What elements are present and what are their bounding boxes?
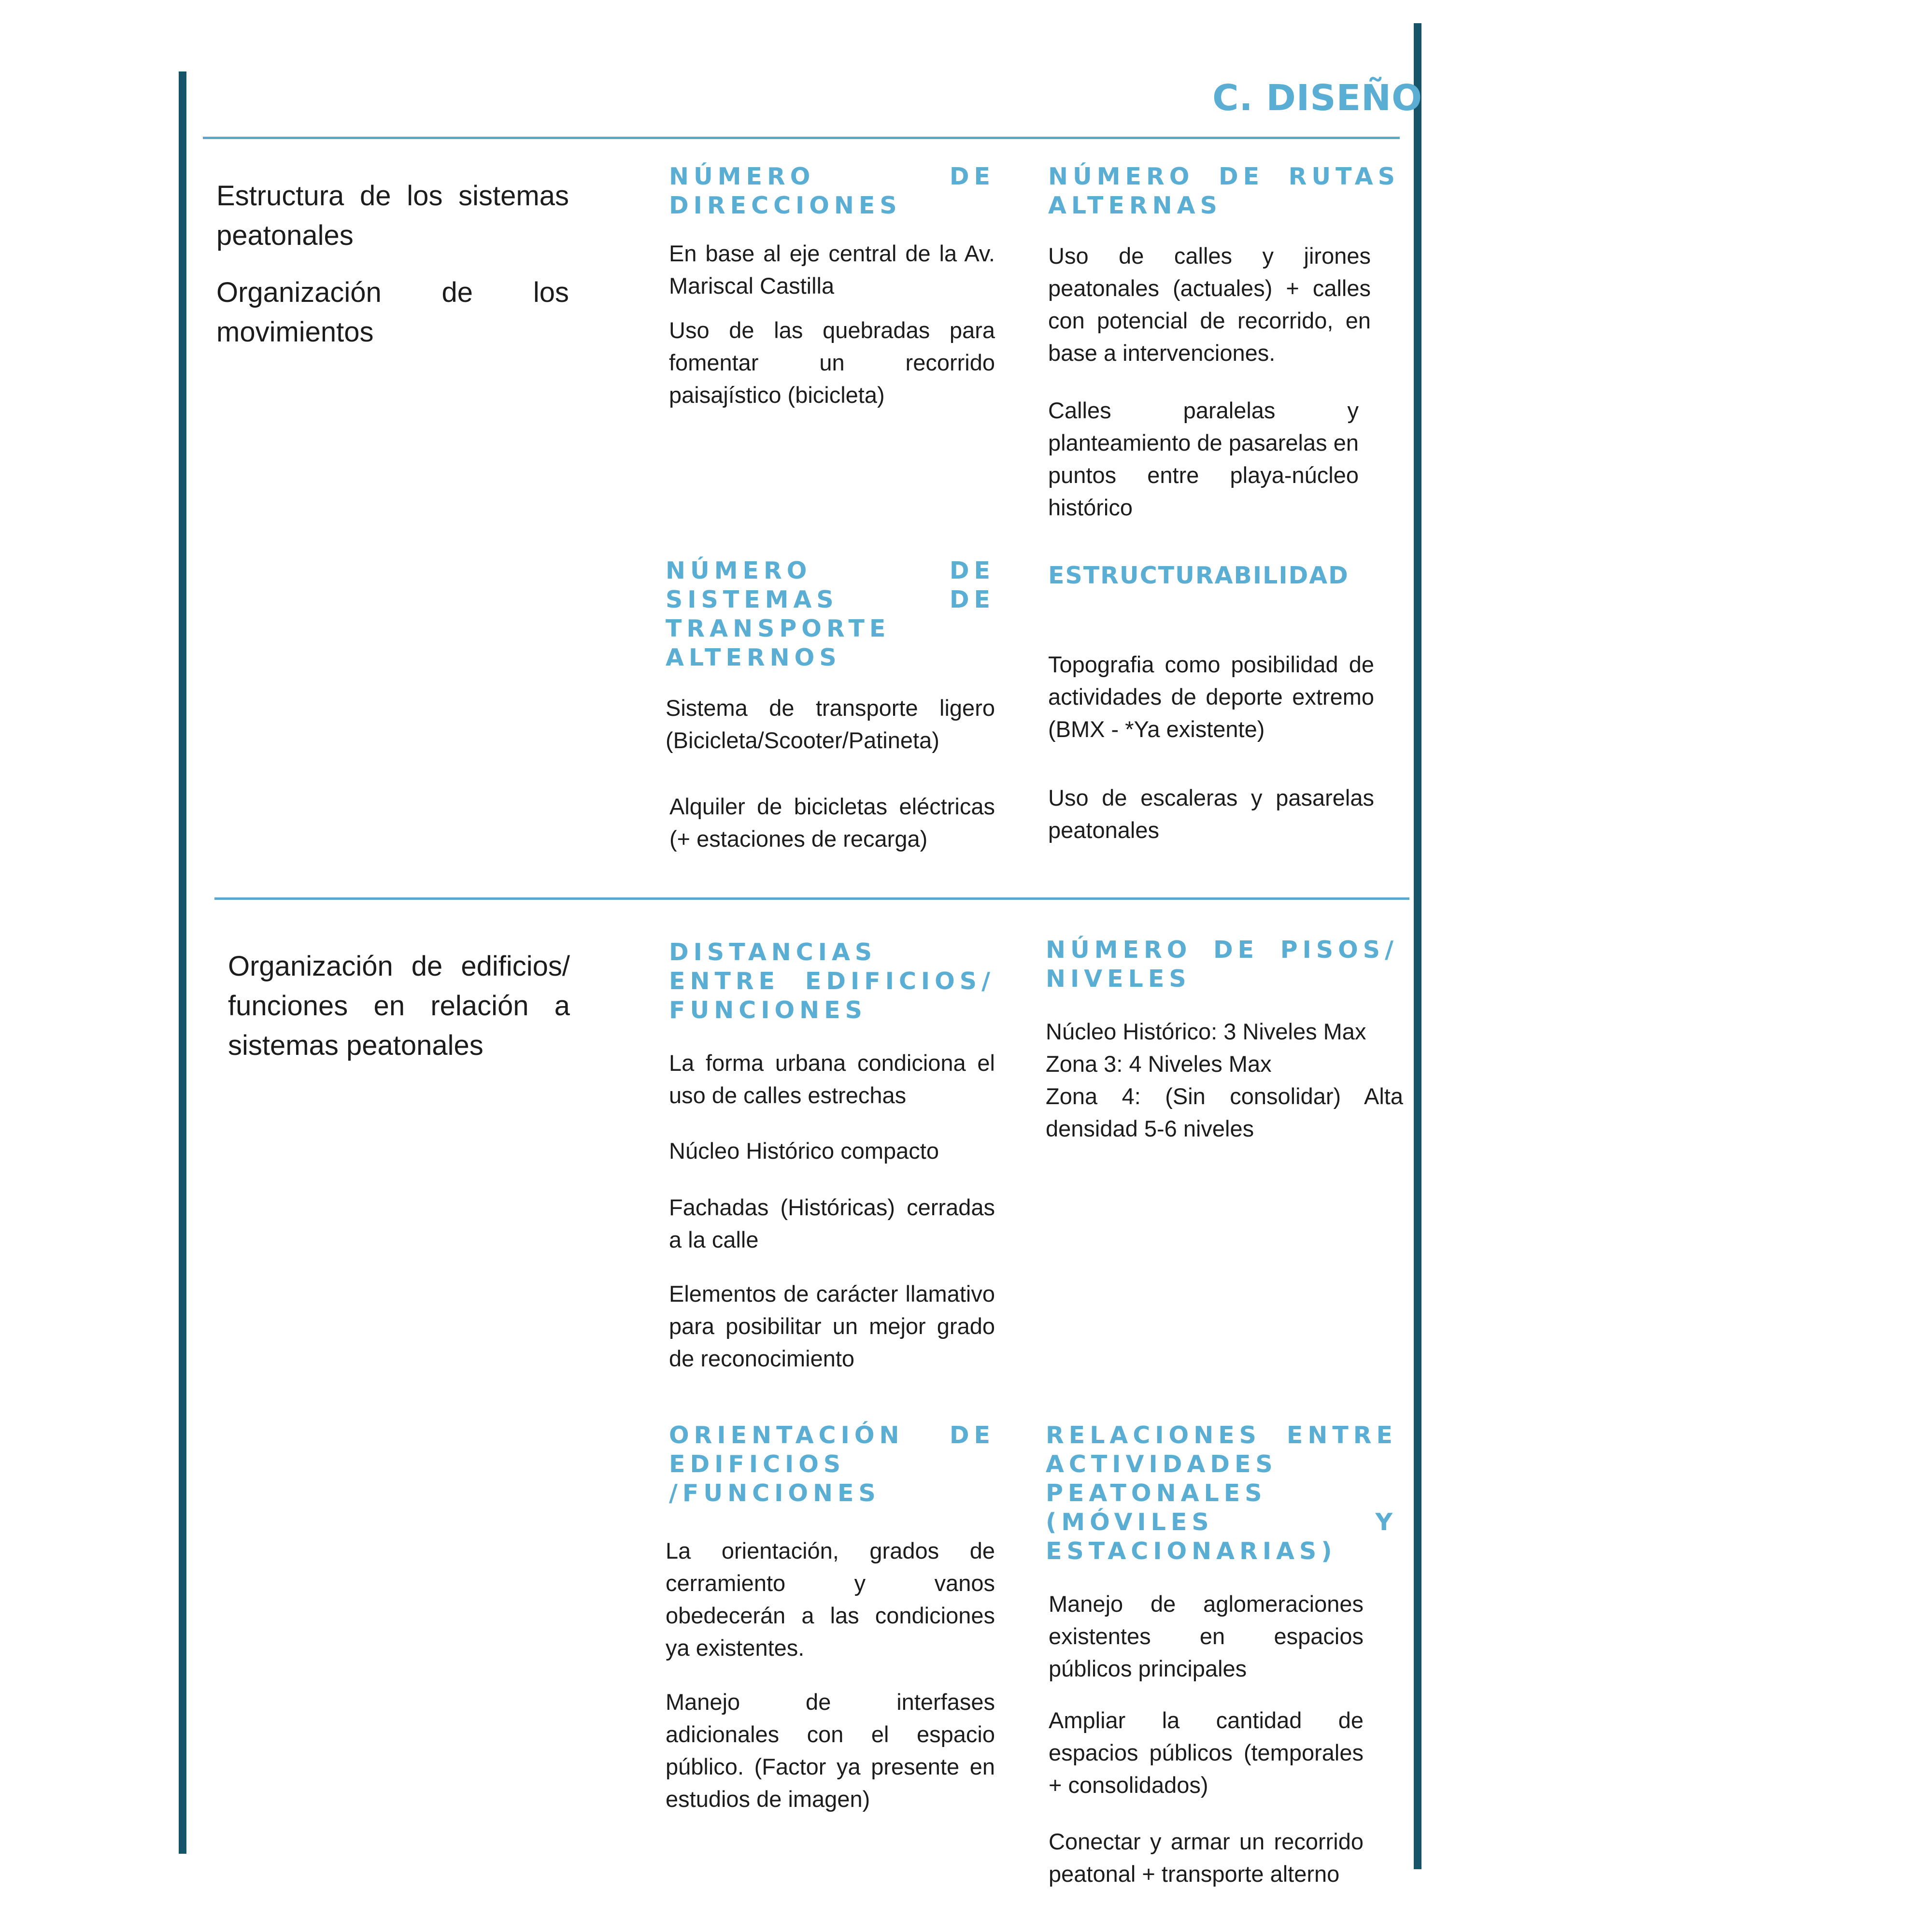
topic-buildings: Organización de edificios/ funciones en relación a sistemas peatonales xyxy=(228,951,570,1061)
block-item: Manejo de aglomeraciones existentes en espacios públicos principales xyxy=(1049,1591,1364,1681)
block-item: Uso de calles y jirones peatonales (actuales) + calles con potencial de recorrido, en base a intervenciones. xyxy=(1048,243,1371,366)
block-item: Núcleo Histórico: 3 Niveles Max xyxy=(1046,1019,1366,1044)
topic-organization: Organización de los movimientos xyxy=(216,277,569,348)
block-item: Elementos de carácter llamativo para posibilitar un mejor grado de reconocimiento xyxy=(669,1281,995,1371)
block-item: Ampliar la cantidad de espacios públicos (temporales + consolidados) xyxy=(1049,1707,1364,1798)
section1-topics xyxy=(216,176,569,369)
topic-structure: Estructura de los sistemas peatonales xyxy=(216,180,569,251)
block-item: Zona 3: 4 Niveles Max xyxy=(1046,1051,1272,1077)
block-item: Núcleo Histórico compacto xyxy=(669,1138,939,1164)
block-item: La orientación, grados de cerramiento y vanos obedecerán a las condiciones ya existentes. xyxy=(666,1538,995,1661)
block-item: Topografia como posibilidad de actividades de deporte extremo (BMX - *Ya existente) xyxy=(1048,652,1374,742)
block-heading: ORIENTACIÓN DE EDIFICIOS /FUNCIONES xyxy=(669,1421,995,1507)
block-estructurabilidad xyxy=(1048,561,1374,871)
block-pisos-niveles xyxy=(1046,936,1403,1145)
block-rutas-alternas xyxy=(1048,162,1400,549)
block-heading: NÚMERO DE PISOS/ NIVELES xyxy=(1046,936,1398,993)
block-heading: ESTRUCTURABILIDAD xyxy=(1048,562,1349,589)
section-title: C. DISEÑO xyxy=(1212,77,1422,119)
block-heading: RELACIONES ENTRE ACTIVIDADES PEATONALES (MÓVILES Y ESTACIONARIAS) xyxy=(1046,1421,1397,1565)
title-divider xyxy=(203,137,1400,139)
right-border-bar xyxy=(1414,23,1421,1869)
block-item: Calles paralelas y planteamiento de pasarelas en puntos entre playa-núcleo histórico xyxy=(1048,398,1359,520)
block-heading: DISTANCIAS ENTRE EDIFICIOS/ FUNCIONES xyxy=(669,938,995,1024)
block-item: Fachadas (Históricas) cerradas a la calle xyxy=(669,1194,995,1252)
block-item: Zona 4: (Sin consolidar) Alta densidad 5-6 niveles xyxy=(1046,1083,1403,1141)
left-border-bar xyxy=(179,71,186,1854)
block-item: Conectar y armar un recorrido peatonal + transporte alterno xyxy=(1049,1829,1364,1887)
block-item: Sistema de transporte ligero (Bicicleta/Scooter/Patineta) xyxy=(666,695,995,753)
block-item: Manejo de interfases adicionales con el espacio público. (Factor ya presente en estudios de imagen) xyxy=(666,1689,995,1812)
block-heading: NÚMERO DE DIRECCIONES xyxy=(669,163,995,219)
block-item: Uso de las quebradas para fomentar un recorrido paisajístico (bicicleta) xyxy=(669,317,995,408)
block-direcciones xyxy=(669,162,995,436)
block-heading: NÚMERO DE SISTEMAS DE TRANSPORTE ALTERNOS xyxy=(666,557,995,671)
block-relaciones xyxy=(1046,1421,1397,1915)
block-item: Uso de escaleras y pasarelas peatonales xyxy=(1048,785,1374,843)
block-item: Alquiler de bicicletas eléctricas (+ estaciones de recarga) xyxy=(669,794,995,852)
block-distancias xyxy=(669,938,995,1400)
section-divider xyxy=(214,897,1409,900)
block-item: La forma urbana condiciona el uso de calles estrechas xyxy=(669,1050,995,1108)
block-item: En base al eje central de la Av. Mariscal Castilla xyxy=(669,241,995,298)
block-sistemas-transporte xyxy=(666,556,995,880)
block-orientacion xyxy=(666,1421,995,1840)
block-heading: NÚMERO DE RUTAS ALTERNAS xyxy=(1048,163,1400,219)
section2-topic xyxy=(228,947,570,1083)
